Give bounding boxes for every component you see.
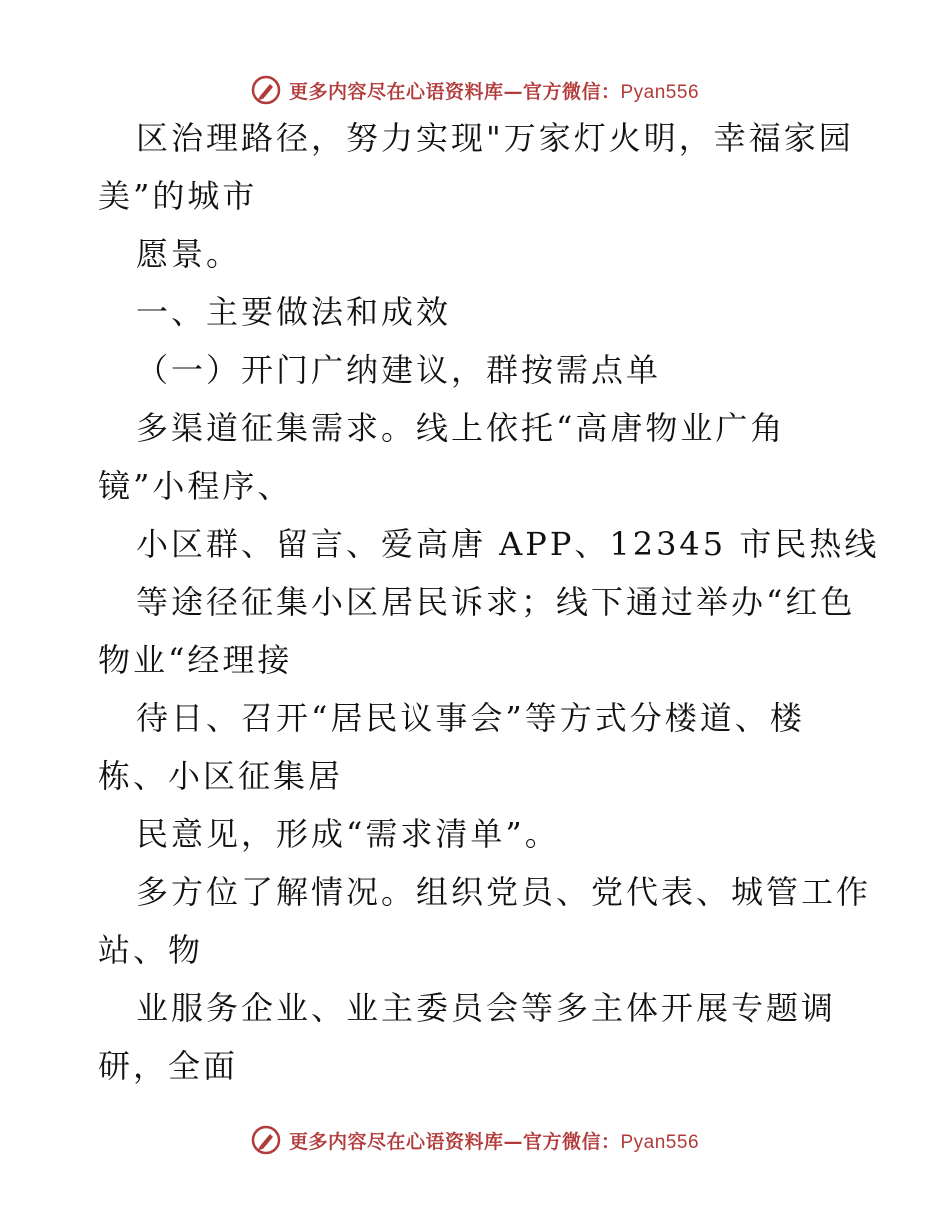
text-line: 待日、召开“居民议事会”等方式分楼道、楼 <box>136 699 805 737</box>
header-watermark <box>0 70 950 110</box>
text-line: 物业“经理接 <box>98 641 293 679</box>
text-line: 镜”小程序、 <box>98 467 293 505</box>
text-line: 小区群、留言、爱高唐 APP、12345 市民热线 <box>136 525 880 563</box>
text-line: 站、物 <box>98 931 204 969</box>
pen-logo-icon <box>251 1125 281 1155</box>
watermark-text: 更多内容尽在心语资料库—官方微信：Pyan556 <box>288 80 700 103</box>
text-line: 等途径征集小区居民诉求；线下通过举办“红色 <box>136 583 856 621</box>
text-line: 区治理路径，努力实现"万家灯火明，幸福家园 <box>136 119 854 157</box>
text-line: 研，全面 <box>98 1047 239 1085</box>
text-line: 美”的城市 <box>98 177 258 215</box>
document-body <box>98 119 880 1108</box>
text-line: 一、主要做法和成效 <box>136 293 452 331</box>
watermark-text: 更多内容尽在心语资料库—官方微信：Pyan556 <box>288 1130 700 1153</box>
text-line: 业服务企业、业主委员会等多主体开展专题调 <box>136 989 837 1027</box>
text-line: 多渠道征集需求。线上依托“高唐物业广角 <box>136 409 786 447</box>
text-line: 栋、小区征集居 <box>98 757 344 795</box>
footer-watermark <box>0 1120 950 1160</box>
text-line: 愿景。 <box>136 235 242 273</box>
pen-logo-icon <box>251 75 281 105</box>
text-line: （一）开门广纳建议，群按需点单 <box>136 351 662 389</box>
text-line: 多方位了解情况。组织党员、党代表、城管工作 <box>136 873 872 911</box>
text-line: 民意见，形成“需求清单”。 <box>136 815 560 853</box>
